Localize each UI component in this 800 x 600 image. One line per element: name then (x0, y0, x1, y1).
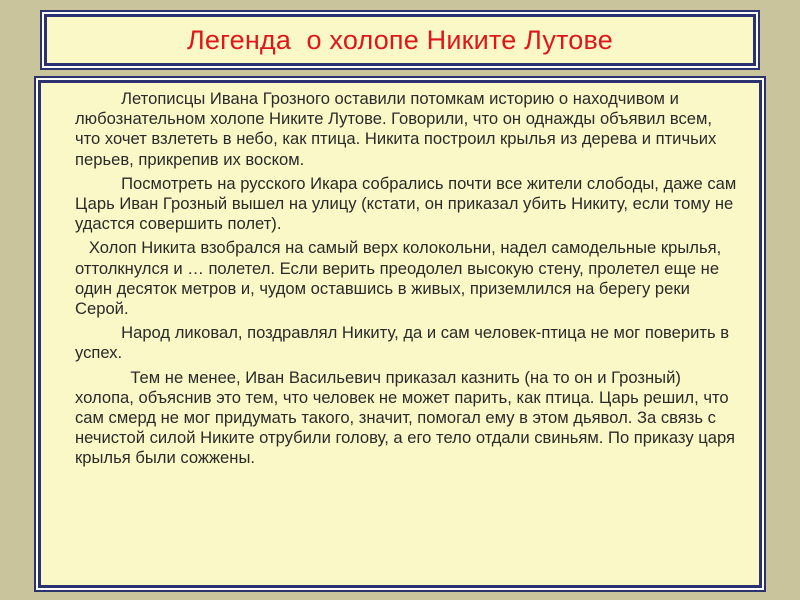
paragraph-1: Летописцы Ивана Грозного оставили потомкам историю о находчивом и любознательном холопе Никите Лутове. Говорили, что он однажды объявил всем, что хочет взлететь в небо, как птица. Никита построил крылья из дерева и птичьих перьев, прикрепив их воском. (75, 89, 721, 169)
paragraph-2: Посмотреть на русского Икара собрались почти все жители слободы, даже сам Царь Иван Грозный вышел на улицу (кстати, он приказал убить Никиту, если тому не удастся совершить полет). (75, 173, 741, 234)
paragraph-5: Тем не менее, Иван Васильевич приказал казнить (на то он и Грозный) холопа, объяснив это тем, что человек не может парить, как птица. Царь решил, что сам смерд не мог придумать такого, значит, помогал ему в этом дьявол. За связь с нечистой силой Никите отрубили голову, а его тело отдали свиньям. По приказу царя крылья были сожжены. (75, 367, 740, 468)
text-frame (38, 80, 762, 588)
paragraph-4: Народ ликовал, поздравлял Никиту, да и сам человек-птица не мог поверить в успех. (75, 323, 734, 363)
title-frame (44, 14, 756, 66)
paragraph-3: Холоп Никита взобрался на самый верх колокольни, надел самодельные крылья, оттолкнулся и … полетел. Если верить преодолел высокую стену, пролетел еще не один десяток метров и, чудом оставшись в живых, приземлился на берегу реки Серой. (75, 238, 726, 319)
slide-title: Легенда о холопе Никите Лутове (187, 24, 613, 55)
